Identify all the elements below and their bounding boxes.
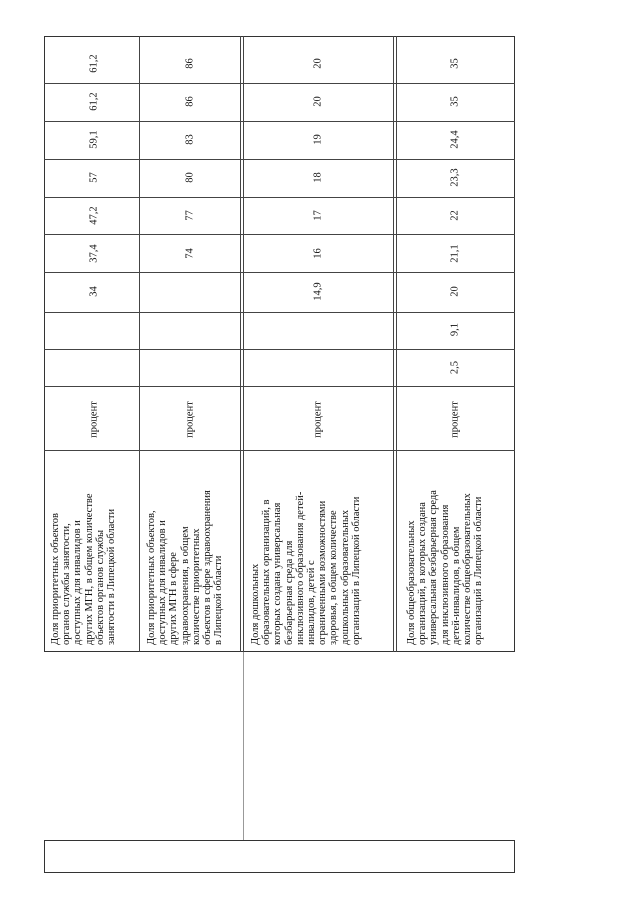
value-cell: 24,4 [449, 130, 461, 149]
value-cell: 23,3 [449, 168, 461, 187]
value-cell: 21,1 [449, 244, 461, 263]
value-cell: 59,1 [88, 130, 100, 149]
grid-line [44, 234, 515, 235]
value-cell: 35 [449, 96, 461, 107]
value-cell: 14,9 [312, 282, 324, 301]
value-cell: 57 [88, 172, 100, 183]
value-cell: 19 [312, 134, 324, 145]
unit-cell: процент [184, 401, 196, 438]
value-cell: 2,5 [449, 360, 461, 375]
grid-line [44, 349, 515, 350]
value-cell: 16 [312, 248, 324, 259]
grid-line [243, 36, 244, 652]
grid-line [44, 450, 515, 451]
divider-line [243, 652, 244, 840]
grid-line [44, 312, 515, 313]
grid-line [240, 36, 241, 652]
indicator-text: Доля приоритетных объектов, доступных для инвалидов и других МГН в сфере здравоохранения, в общем количестве приоритетных объектов в сфере здравоохранения в Липецкой области [146, 490, 225, 645]
value-cell: 9,1 [449, 322, 461, 337]
grid-line [393, 36, 394, 652]
value-cell: 35 [449, 58, 461, 69]
value-cell: 34 [88, 286, 100, 297]
grid-line [44, 83, 515, 84]
grid-line [139, 36, 140, 652]
value-cell: 47,2 [88, 206, 100, 225]
bottom-box [44, 840, 515, 873]
value-cell: 61,2 [88, 54, 100, 73]
value-cell: 74 [184, 248, 196, 259]
value-cell: 86 [184, 96, 196, 107]
indicator-text: Доля общеобразовательных организаций, в которых создана универсальная безбарьерная среда для инклюзивного образования детей-инвалидов, в общем количестве общеобразовательных организаций в Липецкой области [406, 490, 485, 645]
grid-line [44, 386, 515, 387]
value-cell: 22 [449, 210, 461, 221]
unit-cell: процент [449, 401, 461, 438]
value-cell: 83 [184, 134, 196, 145]
value-cell: 20 [312, 96, 324, 107]
value-cell: 20 [449, 286, 461, 297]
grid-line [44, 272, 515, 273]
value-cell: 80 [184, 172, 196, 183]
value-cell: 86 [184, 58, 196, 69]
grid-line [44, 197, 515, 198]
value-cell: 37,4 [88, 244, 100, 263]
value-cell: 18 [312, 172, 324, 183]
grid-line [44, 159, 515, 160]
value-cell: 61,2 [88, 92, 100, 111]
grid-line [396, 36, 397, 652]
value-cell: 17 [312, 210, 324, 221]
unit-cell: процент [312, 401, 324, 438]
indicator-text: Доля дошкольных образовательных организаций, в которых создана универсальная безбарьерная среда для инклюзивного образования детей- инвалидов, детей с ограниченными возможностями здоровья, в общем количестве дошкольных образовательных организаций в Липецкой области [250, 491, 362, 645]
grid-line [44, 121, 515, 122]
value-cell: 20 [312, 58, 324, 69]
value-cell: 77 [184, 210, 196, 221]
unit-cell: процент [88, 401, 100, 438]
indicator-text: Доля приоритетных объектов органов службы занятости, доступных для инвалидов и других МГН, в общем количестве объектов органов службы занятости в Липецкой области [50, 493, 118, 645]
